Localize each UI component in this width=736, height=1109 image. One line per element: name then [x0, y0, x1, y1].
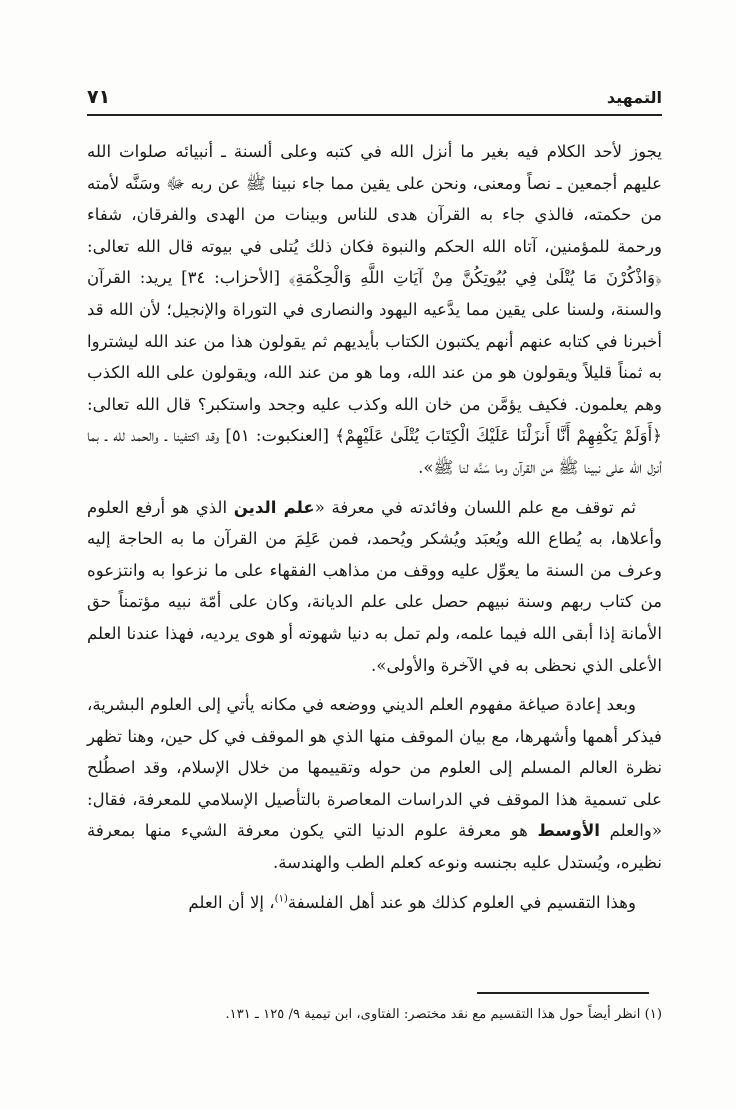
paragraph-4-text-b: ، إلا أن العلم	[188, 892, 275, 912]
quran-verse-ahzab: ﴿وَاذْكُرْنَ مَا يُتْلَىٰ فِي بُيُوتِكُنَّ مِنْ آيَاتِ اللَّهِ وَالْحِكْمَةِ﴾	[288, 268, 662, 288]
paragraph-1-text-a: يجوز لأحد الكلام فيه بغير ما أنزل الله في كتبه وعلى ألسنة ـ أنبيائه صلوات الله عليهم أجمعين ـ نصاً ومعنى، ونحن على يقين مما جاء نبينا ﷺ عن ربه ﷻ وسَنَّه لأمته من حكمته، فالذي جاء به القرآن هدى للناس وبينات من الهدى والفرقان، شفاء ورحمة للمؤمنين، آتاه الله الحكم والنبوة فكان ذلك يُتلى في بيوته قال الله تعالى:	[87, 142, 662, 256]
paragraph-2-text-b: الذي هو أرفع العلوم وأعلاها، به يُطاع الله ويُعبَد ويُشكر ويُحمد، فمن عَلِمَ من القرآن ما به الحاجة إليه وعرف من السنة ما يعوِّل عليه ووقف من مذاهب الفقهاء على ما نزعوا به وانتزعوه من كتاب ربهم وسنة نبيهم حصل على علم الديانة، وكان على أمّة نبيه مؤتمناً حق الأمانة إذا أبقى الله فيما علمه، ولم تمل به دنيا شهوته أو هوى يرديه، فهذا عندنا العلم الأعلى الذي نحظى به في الآخرة والأولى».	[87, 497, 663, 675]
page-header	[87, 84, 662, 116]
page-number: ٧١	[87, 86, 111, 108]
paragraph-4	[87, 887, 662, 919]
paragraph-2-bold-term: علم الدين	[233, 497, 315, 517]
running-title: التمهيد	[606, 88, 662, 107]
footnote-divider	[477, 992, 649, 994]
paragraph-1-text-b: [الأحزاب: ٣٤] يريد: القرآن والسنة، ولسنا على يقين مما يدَّعيه اليهود والنصارى في التوراة والإنجيل؛ لأن الله قد أخبرنا في كتابه عنهم أنهم يكتبون الكتاب بأيديهم ثم يقولون هذا من عند الله ليشتروا به ثمناً قليلاً ويقولون هو من عند الله، وما هو من عند الله، ويقولون على الله الكذب وهم يعلمون. فكيف يؤمَّن من خان الله وكذب عليه وجحد واستكبر؟ قال الله تعالى:	[87, 268, 662, 414]
paragraph-1	[87, 136, 662, 484]
quran-verse-ankabut: ﴿أَوَلَمْ يَكْفِهِمْ أَنَّا أَنزَلْنَا عَلَيْكَ الْكِتَابَ يُتْلَىٰ عَلَيْهِمْ﴾	[335, 426, 662, 446]
paragraph-2-text-a: ثم توقف مع علم اللسان وفائدته في معرفة «	[314, 497, 636, 517]
paragraph-4-text-a: وهذا التقسيم في العلوم كذلك هو عند أهل الفلسفة	[287, 892, 636, 912]
paragraph-2	[87, 492, 662, 682]
paragraph-1-text-c: [العنكبوت: ٥١] وقد اكتفينا ـ والحمد لله ـ بما أنزل الله على نبينا ﷺ من القرآن وما سَنَّه لنا ﷺ».	[87, 426, 662, 477]
footnote: (١) انظر أيضاً حول هذا التقسيم مع نقد مختصر: الفتاوى، ابن تيمية ٩/ ١٢٥ ـ ١٣١.	[225, 1007, 662, 1022]
paragraph-3-text-a: وبعد إعادة صياغة مفهوم العلم الديني ووضعه في مكانه يأتي إلى العلوم البشرية، فيذكر أهمها وأشهرها، مع بيان الموقف منها الذي هو الموقف في كل حين، وهنا تظهر نظرة العالم المسلم إلى العلوم من حوله وتقييمها من خلال الإسلام، وقد اصطُلح على تسمية هذا الموقف في الدراسات المعاصرة بالتأصيل الإسلامي للمعرفة، فقال: «والعلم	[87, 695, 662, 841]
paragraph-3-text-b: هو معرفة علوم الدنيا التي يكون معرفة الشيء منها بمعرفة نظيره، ويُستدل عليه بجنسه ونوعه كعلم الطب والهندسة.	[87, 821, 662, 873]
paragraph-3	[87, 689, 662, 879]
paragraph-3-bold-term: الأوسط	[537, 821, 600, 841]
main-text	[87, 136, 662, 918]
footnote-marker[interactable]: (١)	[274, 893, 288, 905]
